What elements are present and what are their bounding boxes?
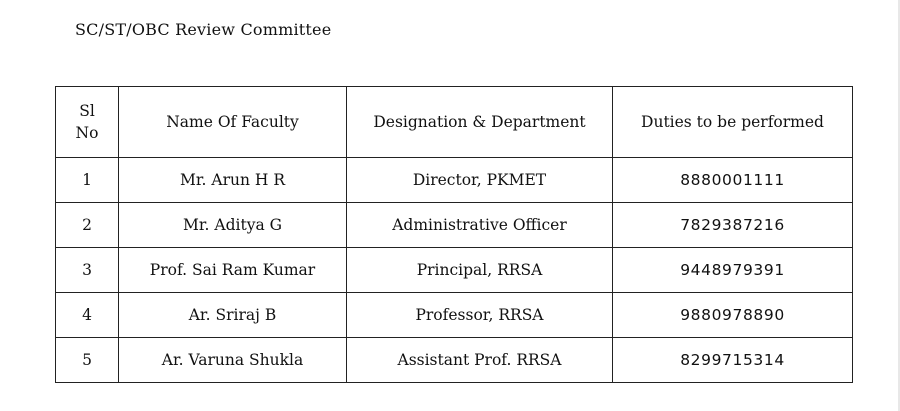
- cell-sl: 5: [56, 338, 119, 383]
- committee-table: [55, 86, 853, 383]
- cell-duties: 9880978890: [613, 293, 853, 338]
- header-sl-line2: No: [75, 124, 99, 142]
- cell-designation: Director, PKMET: [347, 158, 613, 203]
- header-duties: Duties to be performed: [613, 87, 853, 158]
- table-row: [56, 248, 853, 293]
- cell-designation: Assistant Prof. RRSA: [347, 338, 613, 383]
- cell-name: Ar. Sriraj B: [119, 293, 347, 338]
- header-sl-no: [56, 87, 119, 158]
- table-row: [56, 293, 853, 338]
- cell-sl: 2: [56, 203, 119, 248]
- header-designation-department: Designation & Department: [347, 87, 613, 158]
- table-row: [56, 338, 853, 383]
- cell-name: Prof. Sai Ram Kumar: [119, 248, 347, 293]
- table-header-row: [56, 87, 853, 158]
- cell-sl: 3: [56, 248, 119, 293]
- cell-designation: Principal, RRSA: [347, 248, 613, 293]
- cell-duties: 8299715314: [613, 338, 853, 383]
- cell-sl: 4: [56, 293, 119, 338]
- cell-duties: 9448979391: [613, 248, 853, 293]
- cell-name: Mr. Aditya G: [119, 203, 347, 248]
- cell-sl: 1: [56, 158, 119, 203]
- cell-designation: Administrative Officer: [347, 203, 613, 248]
- page-title: SC/ST/OBC Review Committee: [75, 20, 332, 39]
- cell-designation: Professor, RRSA: [347, 293, 613, 338]
- cell-name: Ar. Varuna Shukla: [119, 338, 347, 383]
- cell-duties: 7829387216: [613, 203, 853, 248]
- cell-duties: 8880001111: [613, 158, 853, 203]
- header-name-of-faculty: Name Of Faculty: [119, 87, 347, 158]
- table-row: [56, 203, 853, 248]
- table-row: [56, 158, 853, 203]
- cell-name: Mr. Arun H R: [119, 158, 347, 203]
- header-sl-line1: Sl: [79, 102, 95, 120]
